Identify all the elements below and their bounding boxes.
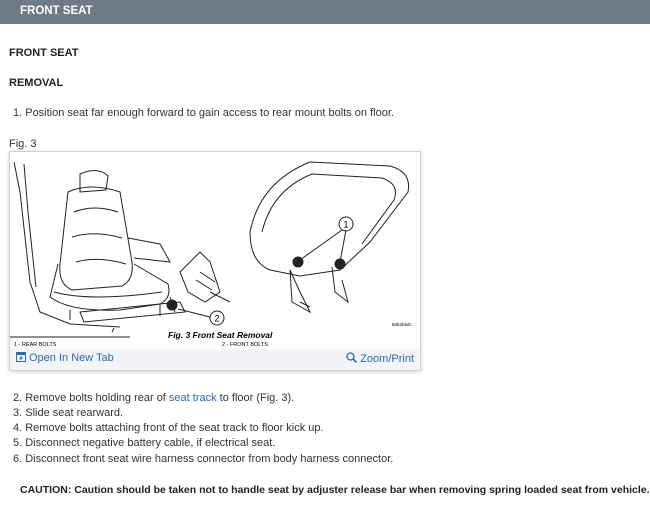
step-4: 4. Remove bolts attaching front of the seat track to floor kick up. bbox=[13, 422, 324, 434]
callout-1: 1 bbox=[343, 219, 349, 230]
open-new-tab-label: Open In New Tab bbox=[29, 352, 114, 364]
removal-heading: REMOVAL bbox=[9, 77, 64, 89]
header-title: FRONT SEAT bbox=[20, 5, 93, 17]
legend-rear-bolts: 1 - REAR BOLTS bbox=[14, 342, 57, 348]
zoom-print-link[interactable] bbox=[346, 352, 414, 365]
step-2 bbox=[13, 392, 294, 404]
step-1: 1. Position seat far enough forward to gain access to rear mount bolts on floor. bbox=[13, 107, 394, 119]
seat-illustration bbox=[10, 152, 420, 349]
step-3: 3. Slide seat rearward. bbox=[13, 407, 124, 419]
step-6: 6. Disconnect front seat wire harness connector from body harness connector. bbox=[13, 453, 394, 465]
zoom-print-label: Zoom/Print bbox=[360, 353, 414, 365]
open-new-tab-link[interactable] bbox=[16, 352, 114, 364]
figure-footer bbox=[10, 349, 420, 370]
magnifier-icon bbox=[346, 352, 357, 363]
callout-2: 2 bbox=[214, 313, 220, 324]
step-5: 5. Disconnect negative battery cable, if electrical seat. bbox=[13, 437, 276, 449]
figure-code: 80b2b6dc bbox=[392, 322, 412, 327]
section-title: FRONT SEAT bbox=[9, 47, 79, 59]
open-tab-icon bbox=[16, 352, 26, 362]
figure-panel bbox=[9, 151, 421, 371]
header-bar bbox=[0, 0, 650, 24]
figure-label: Fig. 3 bbox=[9, 138, 37, 150]
step-2-text-start: 2. Remove bolts holding rear of bbox=[13, 392, 169, 404]
legend-front-bolts: 2 - FRONT BOLTS bbox=[222, 342, 268, 348]
seat-track-link[interactable]: seat track bbox=[168, 392, 217, 404]
figure-caption: Fig. 3 Front Seat Removal bbox=[168, 330, 273, 340]
caution-note: CAUTION: Caution should be taken not to handle seat by adjuster release bar when removing spring loaded seat from vehicle. bbox=[20, 484, 650, 496]
step-2-text-end: to floor (Fig. 3). bbox=[216, 392, 295, 404]
